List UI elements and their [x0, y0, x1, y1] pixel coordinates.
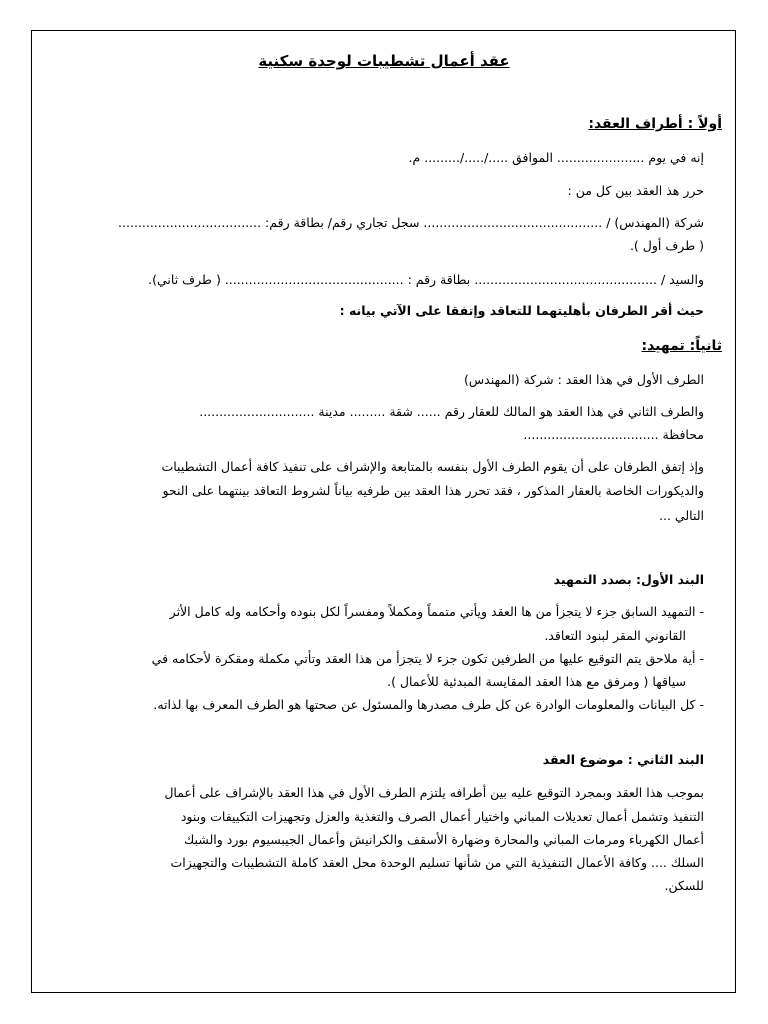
preamble-governorate: محافظة .................................. — [523, 427, 704, 442]
contract-page — [31, 30, 736, 993]
preamble-paragraph-line: والديكورات الخاصة بالعقار المذكور ، فقد تحرر هذا العقد بين طرفيه بياناً لشروط التعاقد بينتهما على النحو — [162, 483, 704, 498]
clause1-line: سياقها ( ومرفق مع هذا العقد المقايسة المبدئية للأعمال ). — [387, 674, 686, 689]
section1-heading: أولاً : أطراف العقد: — [588, 116, 722, 132]
clause1-line: - كل البيانات والمعلومات الوادرة عن كل طرف مصدرها والمسئول عن صحتها هو الطرف المعرف بها لذاته. — [153, 697, 704, 712]
preamble-party2: والطرف الثاني في هذا العقد هو المالك للعقار رقم ...... شقة ......... مدينة ............................. — [199, 404, 704, 419]
parties-intro: حرر هذ العقد بين كل من : — [567, 183, 704, 198]
clause2-line: أعمال الكهرباء ومرمات المباني والمحارة وضهارة الأسقف والكرانيش وأعمال الجيبسيوم بورد والشبك — [184, 832, 704, 847]
preamble-party1: الطرف الأول في هذا العقد : شركة (المهندس) — [464, 372, 704, 387]
clause1-line: - أية ملاحق يتم التوقيع عليها من الطرفين تكون جزء لا يتجزأ من هذا العقد وتأتي مكملة ومقكرة لأحكامه في — [151, 651, 704, 666]
clause1-line: - التمهيد السابق جزء لا يتجزأ من ها العقد ويأتي متمماً ومكملاً ومفسراً لكل بنوده وأحكامه وله كامل الأثر — [169, 604, 704, 619]
clause2-line: بموجب هذا العقد وبمجرد التوقيع عليه بين أطرافه يلتزم الطرف الأول في هذا العقد بالإشراف على أعمال — [164, 785, 704, 800]
clause2-heading: البند الثاني : موضوع العقد — [542, 752, 704, 767]
preamble-paragraph-line: التالي ... — [659, 508, 704, 523]
document-title: عقد أعمال تشطيبات لوحدة سكنية — [258, 52, 510, 70]
agreement-statement: حيث أقر الطرفان بأهليتهما للتعاقد وإتفقا على الآتي بيانه : — [339, 303, 704, 318]
clause2-line: للسكن. — [664, 878, 704, 893]
clause2-line: التنفيذ وتشمل أعمال تعديلات المباني واختيار أعمال الصرف والتغذية والعزل وتجهيزات التكييفات وبنود — [180, 809, 704, 824]
clause1-line: القانوني المقر لبنود التعاقد. — [544, 628, 686, 643]
party2-line: والسيد / .............................................. بطاقة رقم : ............................................. ( طرف ثاني). — [148, 272, 704, 287]
party1-role: ( طرف أول ). — [629, 238, 704, 253]
party1-line: شركة (المهندس) / ............................................. سجل تجاري رقم/ بطاقة رقم: .................................... — [118, 215, 704, 230]
clause1-heading: البند الأول: بصدد التمهيد — [553, 572, 704, 587]
clause2-line: السلك .... وكافة الأعمال التنفيذية التي من شأنها تسليم الوحدة محل العقد كاملة التشطيبات والتجهيزات — [170, 855, 704, 870]
section2-heading: ثانياً: تمهيد: — [641, 338, 722, 354]
preamble-paragraph-line: وإذ إتفق الطرفان على أن يقوم الطرف الأول بنفسه بالمتابعة والإشراف على تنفيذ كافة أعمال التشطيبات — [161, 459, 704, 474]
contract-date-line: إنه في يوم ...................... الموافق ...../...../......... م. — [408, 150, 704, 165]
